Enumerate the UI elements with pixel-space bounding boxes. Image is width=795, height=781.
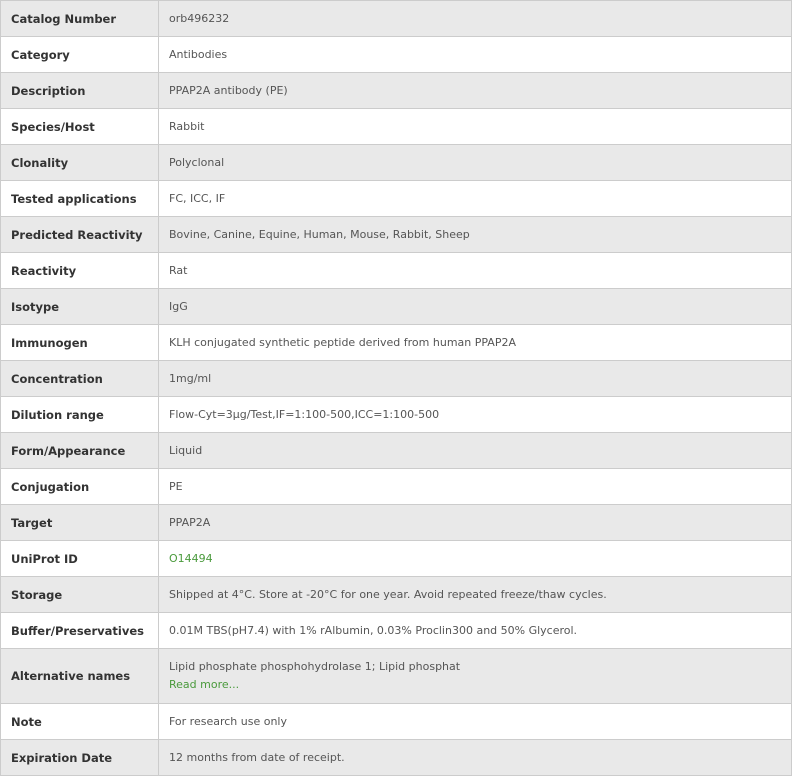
form-appearance-label: Form/Appearance <box>1 433 159 469</box>
buffer-preservatives-label: Buffer/Preservatives <box>1 613 159 649</box>
table-row <box>1 289 792 325</box>
conjugation-label: Conjugation <box>1 469 159 505</box>
predicted-reactivity-value: Bovine, Canine, Equine, Human, Mouse, Rabbit, Sheep <box>159 217 792 253</box>
table-row <box>1 361 792 397</box>
buffer-preservatives-value: 0.01M TBS(pH7.4) with 1% rAlbumin, 0.03% Proclin300 and 50% Glycerol. <box>159 613 792 649</box>
table-row <box>1 325 792 361</box>
species-host-label: Species/Host <box>1 109 159 145</box>
species-host-value: Rabbit <box>159 109 792 145</box>
table-row <box>1 145 792 181</box>
reactivity-value: Rat <box>159 253 792 289</box>
form-appearance-value: Liquid <box>159 433 792 469</box>
alternative-names-cell <box>159 649 792 704</box>
table-row <box>1 73 792 109</box>
dilution-range-value: Flow-Cyt=3μg/Test,IF=1:100-500,ICC=1:100-500 <box>159 397 792 433</box>
predicted-reactivity-label: Predicted Reactivity <box>1 217 159 253</box>
dilution-range-label: Dilution range <box>1 397 159 433</box>
concentration-value: 1mg/ml <box>159 361 792 397</box>
isotype-value: IgG <box>159 289 792 325</box>
expiration-date-label: Expiration Date <box>1 740 159 776</box>
conjugation-value: PE <box>159 469 792 505</box>
isotype-label: Isotype <box>1 289 159 325</box>
table-row <box>1 541 792 577</box>
catalog-number-value: orb496232 <box>159 1 792 37</box>
table-row <box>1 253 792 289</box>
alternative-names-label: Alternative names <box>1 649 159 704</box>
category-value: Antibodies <box>159 37 792 73</box>
catalog-number-label: Catalog Number <box>1 1 159 37</box>
reactivity-label: Reactivity <box>1 253 159 289</box>
clonality-label: Clonality <box>1 145 159 181</box>
table-row <box>1 181 792 217</box>
description-value: PPAP2A antibody (PE) <box>159 73 792 109</box>
uniprot-id-label: UniProt ID <box>1 541 159 577</box>
concentration-label: Concentration <box>1 361 159 397</box>
immunogen-label: Immunogen <box>1 325 159 361</box>
table-row <box>1 469 792 505</box>
read-more-link[interactable]: Read more... <box>169 678 240 691</box>
storage-value: Shipped at 4°C. Store at -20°C for one year. Avoid repeated freeze/thaw cycles. <box>159 577 792 613</box>
table-row <box>1 649 792 704</box>
table-row <box>1 37 792 73</box>
description-label: Description <box>1 73 159 109</box>
table-row <box>1 109 792 145</box>
table-row <box>1 740 792 776</box>
storage-label: Storage <box>1 577 159 613</box>
target-label: Target <box>1 505 159 541</box>
target-value: PPAP2A <box>159 505 792 541</box>
expiration-date-value: 12 months from date of receipt. <box>159 740 792 776</box>
table-row <box>1 397 792 433</box>
table-row <box>1 704 792 740</box>
note-label: Note <box>1 704 159 740</box>
category-label: Category <box>1 37 159 73</box>
table-row <box>1 613 792 649</box>
table-row <box>1 505 792 541</box>
uniprot-id-link[interactable]: O14494 <box>169 551 213 565</box>
tested-applications-label: Tested applications <box>1 181 159 217</box>
table-row <box>1 217 792 253</box>
uniprot-id-cell <box>159 541 792 577</box>
immunogen-value: KLH conjugated synthetic peptide derived from human PPAP2A <box>159 325 792 361</box>
table-row <box>1 577 792 613</box>
clonality-value: Polyclonal <box>159 145 792 181</box>
table-row <box>1 433 792 469</box>
table-row <box>1 1 792 37</box>
alternative-names-value: Lipid phosphate phosphohydrolase 1; Lipid phosphat <box>169 660 461 673</box>
note-value: For research use only <box>159 704 792 740</box>
tested-applications-value: FC, ICC, IF <box>159 181 792 217</box>
